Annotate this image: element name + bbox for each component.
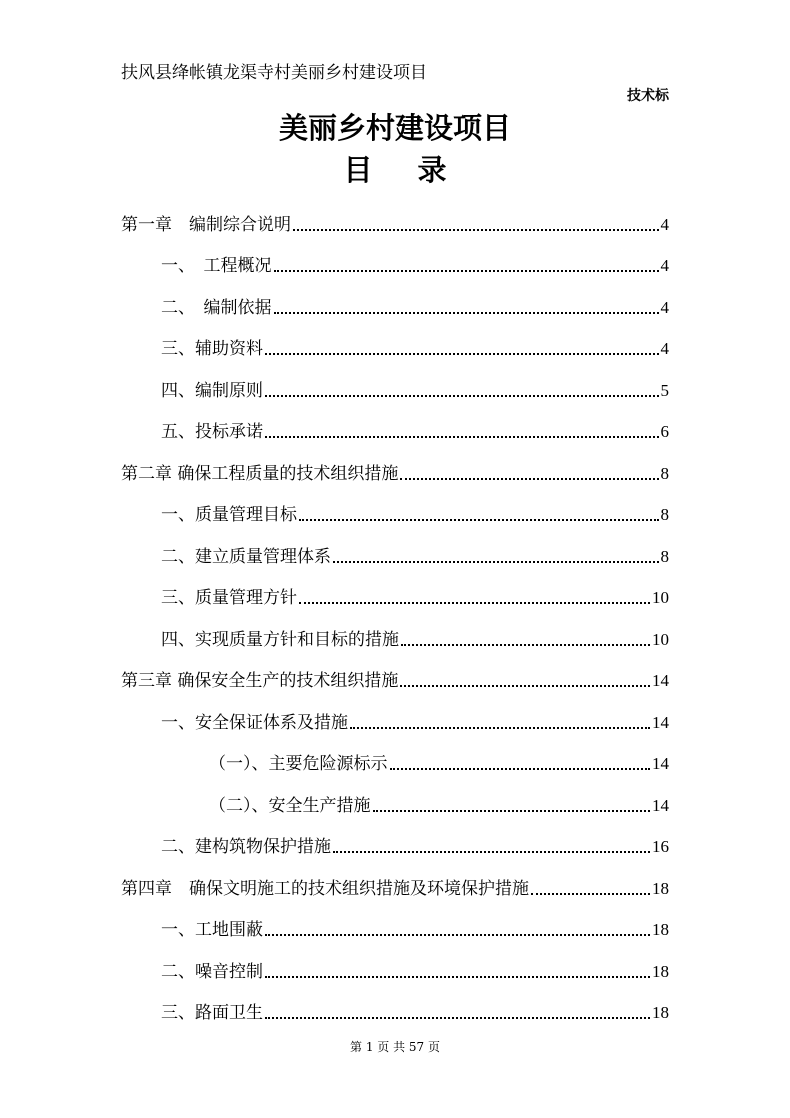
toc-entry[interactable]	[121, 734, 669, 776]
toc-entry-label: 二、 编制依据	[161, 297, 272, 318]
toc-entry-label: 五、投标承诺	[161, 422, 263, 442]
toc-entry-page: 14	[652, 712, 669, 732]
toc-entry-label: 四、编制原则	[161, 380, 263, 401]
toc-entry-page: 4	[660, 214, 669, 234]
toc-heading: 目录	[343, 153, 492, 187]
toc-entry[interactable]	[121, 485, 669, 527]
toc-entry-label: 第一章 编制综合说明	[121, 214, 291, 235]
toc-entry[interactable]	[121, 360, 669, 402]
toc-entry-page: 6	[660, 422, 669, 441]
toc-entry[interactable]	[121, 236, 669, 278]
toc-leader-dots	[265, 353, 659, 355]
toc-entry-label: 二、建构筑物保护措施	[161, 837, 331, 857]
toc-entry-label: 三、质量管理方针	[161, 588, 297, 608]
toc-entry-label: 一、工地围蔽	[161, 920, 263, 940]
toc-leader-dots	[401, 644, 650, 646]
toc-leader-dots	[400, 685, 650, 687]
toc-entry-label: 一、安全保证体系及措施	[161, 712, 348, 733]
toc-leader-dots	[274, 270, 659, 272]
toc-leader-dots	[390, 768, 651, 770]
toc-entry[interactable]	[121, 983, 669, 1025]
toc-leader-dots	[333, 851, 650, 853]
toc-entry-page: 5	[660, 380, 669, 400]
toc-leader-dots	[293, 229, 659, 231]
toc-entry[interactable]	[121, 941, 669, 983]
toc-entry-label: 三、路面卫生	[161, 1003, 263, 1023]
toc-entry-page: 18	[652, 878, 669, 898]
toc-entry-page: 18	[652, 961, 669, 981]
toc-leader-dots	[299, 519, 659, 521]
page-title: 美丽乡村建设项目	[278, 111, 511, 145]
toc-entry[interactable]	[121, 319, 669, 361]
toc-entry[interactable]	[121, 775, 669, 817]
toc-leader-dots	[265, 395, 659, 397]
toc-entry[interactable]	[121, 443, 669, 485]
toc-leader-dots	[265, 934, 650, 936]
document-header-tag: 技术标	[627, 88, 669, 104]
toc-entry-page: 8	[660, 505, 669, 524]
toc-entry-page: 14	[652, 754, 669, 773]
toc-entry[interactable]	[121, 194, 669, 236]
toc-entry-page: 14	[652, 671, 669, 690]
toc-entry[interactable]	[121, 900, 669, 942]
toc-entry-page: 10	[652, 588, 669, 607]
toc-leader-dots	[265, 1017, 650, 1019]
toc-leader-dots	[373, 810, 651, 812]
toc-entry-label: 一、 工程概况	[161, 256, 272, 276]
toc-entry-page: 8	[660, 463, 669, 483]
toc-entry-label: （二）、安全生产措施	[209, 795, 371, 816]
toc-entry-page: 4	[660, 297, 669, 317]
toc-entry[interactable]	[121, 858, 669, 900]
toc-leader-dots	[531, 893, 650, 895]
toc-entry[interactable]	[121, 609, 669, 651]
toc-leader-dots	[265, 436, 659, 438]
toc-leader-dots	[299, 602, 650, 604]
toc-entry-page: 18	[652, 1003, 669, 1022]
toc-entry-page: 14	[652, 795, 669, 815]
toc-leader-dots	[265, 976, 650, 978]
toc-entry-label: 二、噪音控制	[161, 961, 263, 982]
toc-entry-page: 4	[660, 256, 669, 275]
toc-entry-label: 第四章 确保文明施工的技术组织措施及环境保护措施	[121, 878, 529, 899]
toc-entry[interactable]	[121, 568, 669, 610]
document-header-title: 扶风县绛帐镇龙渠寺村美丽乡村建设项目	[121, 63, 427, 83]
toc-entry-label: 第三章 确保安全生产的技术组织措施	[121, 671, 399, 691]
toc-entry[interactable]	[121, 526, 669, 568]
toc-leader-dots	[333, 561, 659, 563]
toc-entry-label: 一、质量管理目标	[161, 505, 297, 525]
page-footer: 第 1 页 共 57 页	[350, 1040, 440, 1054]
toc-entry-label: 二、建立质量管理体系	[161, 546, 331, 567]
toc-entry-label: 三、辅助资料	[161, 339, 263, 359]
toc-entry-label: 第二章 确保工程质量的技术组织措施	[121, 463, 399, 484]
toc-entry-page: 10	[652, 629, 669, 649]
toc-leader-dots	[400, 478, 658, 480]
toc-entry[interactable]	[121, 277, 669, 319]
toc-entry[interactable]	[121, 402, 669, 444]
toc-entry-page: 16	[652, 837, 669, 856]
toc-entry[interactable]	[121, 651, 669, 693]
toc-entry-page: 8	[660, 546, 669, 566]
toc-entry[interactable]	[121, 817, 669, 859]
table-of-contents	[121, 194, 669, 1024]
toc-entry[interactable]	[121, 692, 669, 734]
toc-leader-dots	[350, 727, 650, 729]
toc-leader-dots	[274, 312, 659, 314]
toc-entry-label: （一）、主要危险源标示	[209, 754, 388, 774]
toc-entry-label: 四、实现质量方针和目标的措施	[161, 629, 399, 650]
toc-entry-page: 18	[652, 920, 669, 939]
toc-entry-page: 4	[660, 339, 669, 358]
